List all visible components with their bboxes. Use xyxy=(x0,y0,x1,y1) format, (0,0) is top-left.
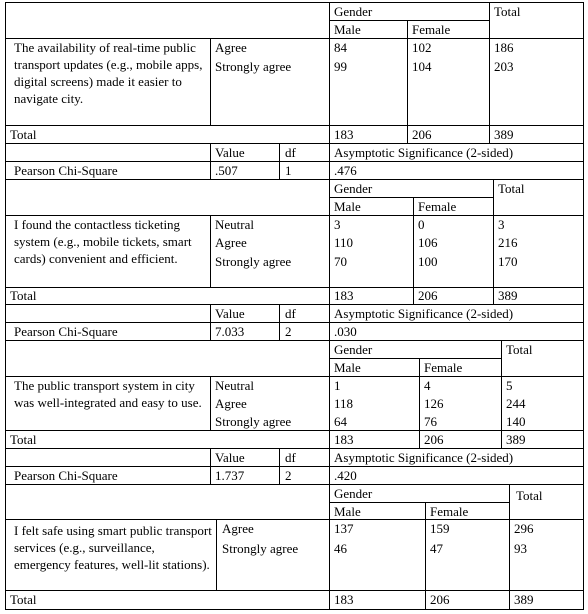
t4-total-cell: 206 xyxy=(430,592,450,607)
t3-cell: 140 xyxy=(506,414,526,429)
t2-cell: 216 xyxy=(498,235,518,250)
t4-question: I felt safe using smart public transport services (e.g., surveillance, emergency features, well-lit stations). xyxy=(14,523,212,572)
t3-cell: 64 xyxy=(334,414,347,429)
t2-total-cell: 389 xyxy=(498,288,518,303)
t3-cell: 4 xyxy=(424,378,431,393)
t4-cell: 296 xyxy=(514,521,534,536)
chi-sig: .420 xyxy=(334,468,357,483)
t3-total-cell: 183 xyxy=(334,432,354,447)
chi-value-header: Value xyxy=(215,450,245,465)
t1-cell: 104 xyxy=(412,59,432,74)
chi-pearson-label: Pearson Chi-Square xyxy=(14,324,118,339)
chi-df: 2 xyxy=(285,324,292,339)
chi-pearson-label: Pearson Chi-Square xyxy=(14,468,118,483)
t4-row-label: Strongly agree xyxy=(222,541,299,556)
t1-row-label: Agree xyxy=(215,40,247,55)
t4-cell: 159 xyxy=(430,521,450,536)
chi-df-header: df xyxy=(285,450,296,465)
t4-cell: 137 xyxy=(334,521,354,536)
t1-total-cell: 206 xyxy=(412,127,432,142)
t2-cell: 3 xyxy=(334,217,341,232)
t3-cell: 1 xyxy=(334,378,341,393)
chi-value: 7.033 xyxy=(215,324,245,339)
t4-total-cell: 389 xyxy=(514,592,534,607)
chi-df: 1 xyxy=(285,163,292,178)
t1-total-label: Total xyxy=(10,127,37,142)
t1-question: The availability of real-time public transport updates (e.g., mobile apps, digital screens) made it easier to navigate city. xyxy=(14,40,203,106)
t2-total-label: Total xyxy=(10,288,37,303)
t2-female-header: Female xyxy=(418,199,457,214)
chi-value-header: Value xyxy=(215,306,245,321)
t1-row-label: Strongly agree xyxy=(215,59,292,74)
t1-gender-header: Gender xyxy=(334,4,373,19)
t3-row-label: Agree xyxy=(215,396,247,411)
chi-pearson-label: Pearson Chi-Square xyxy=(14,163,118,178)
t2-question: I found the contactless ticketing system (e.g., mobile tickets, smart cards) convenient and efficient. xyxy=(14,217,192,266)
t3-female-header: Female xyxy=(424,360,463,375)
chi-value: .507 xyxy=(215,163,238,178)
t2-cell: 70 xyxy=(334,254,347,269)
chi-value: 1.737 xyxy=(215,468,245,483)
t1-cell: 84 xyxy=(334,40,347,55)
t1-female-header: Female xyxy=(412,22,451,37)
t2-row-label: Strongly agree xyxy=(215,254,292,269)
t1-cell: 102 xyxy=(412,40,432,55)
chi-sig: .476 xyxy=(334,163,357,178)
chi-value-header: Value xyxy=(215,145,245,160)
chi-sig-header: Asymptotic Significance (2-sided) xyxy=(334,145,514,160)
t4-cell: 46 xyxy=(334,541,347,556)
t4-total-header: Total xyxy=(516,488,543,503)
t2-cell: 106 xyxy=(418,235,438,250)
t3-total-label: Total xyxy=(10,432,37,447)
t2-total-header: Total xyxy=(498,181,525,196)
t4-male-header: Male xyxy=(334,504,361,519)
t3-cell: 126 xyxy=(424,396,444,411)
t1-total-header: Total xyxy=(494,4,521,19)
t4-female-header: Female xyxy=(430,504,469,519)
t3-cell: 5 xyxy=(506,378,513,393)
t3-male-header: Male xyxy=(334,360,361,375)
t1-cell: 186 xyxy=(494,40,514,55)
chi-sig: .030 xyxy=(334,324,357,339)
t2-cell: 170 xyxy=(498,254,518,269)
t3-row-label: Neutral xyxy=(215,378,254,393)
t2-male-header: Male xyxy=(334,199,361,214)
t4-cell: 93 xyxy=(514,541,527,556)
t3-cell: 118 xyxy=(334,396,354,411)
chi-df: 2 xyxy=(285,468,292,483)
t4-row-label: Agree xyxy=(222,521,254,536)
t2-cell: 3 xyxy=(498,217,505,232)
t2-gender-header: Gender xyxy=(334,181,373,196)
chi-df-header: df xyxy=(285,306,296,321)
t2-cell: 110 xyxy=(334,235,354,250)
chi-df-header: df xyxy=(285,145,296,160)
t4-gender-header: Gender xyxy=(334,486,373,501)
t3-gender-header: Gender xyxy=(334,342,373,357)
t3-total-header: Total xyxy=(506,342,533,357)
t2-cell: 0 xyxy=(418,217,425,232)
t1-male-header: Male xyxy=(334,22,361,37)
t2-total-cell: 206 xyxy=(418,288,438,303)
t3-cell: 76 xyxy=(424,414,437,429)
t3-total-cell: 389 xyxy=(506,432,526,447)
t4-total-cell: 183 xyxy=(334,592,354,607)
t1-cell: 203 xyxy=(494,59,514,74)
t2-row-label: Agree xyxy=(215,235,247,250)
t2-cell: 100 xyxy=(418,254,438,269)
t3-row-label: Strongly agree xyxy=(215,414,292,429)
chi-sig-header: Asymptotic Significance (2-sided) xyxy=(334,306,514,321)
chi-sig-header: Asymptotic Significance (2-sided) xyxy=(334,450,514,465)
t4-cell: 47 xyxy=(430,541,443,556)
t2-row-label: Neutral xyxy=(215,217,254,232)
t4-total-label: Total xyxy=(10,592,37,607)
t3-cell: 244 xyxy=(506,396,526,411)
t2-total-cell: 183 xyxy=(334,288,354,303)
t1-cell: 99 xyxy=(334,59,347,74)
t1-total-cell: 389 xyxy=(494,127,514,142)
t3-total-cell: 206 xyxy=(424,432,444,447)
t3-question: The public transport system in city was well-integrated and easy to use. xyxy=(14,378,202,410)
t1-total-cell: 183 xyxy=(334,127,354,142)
